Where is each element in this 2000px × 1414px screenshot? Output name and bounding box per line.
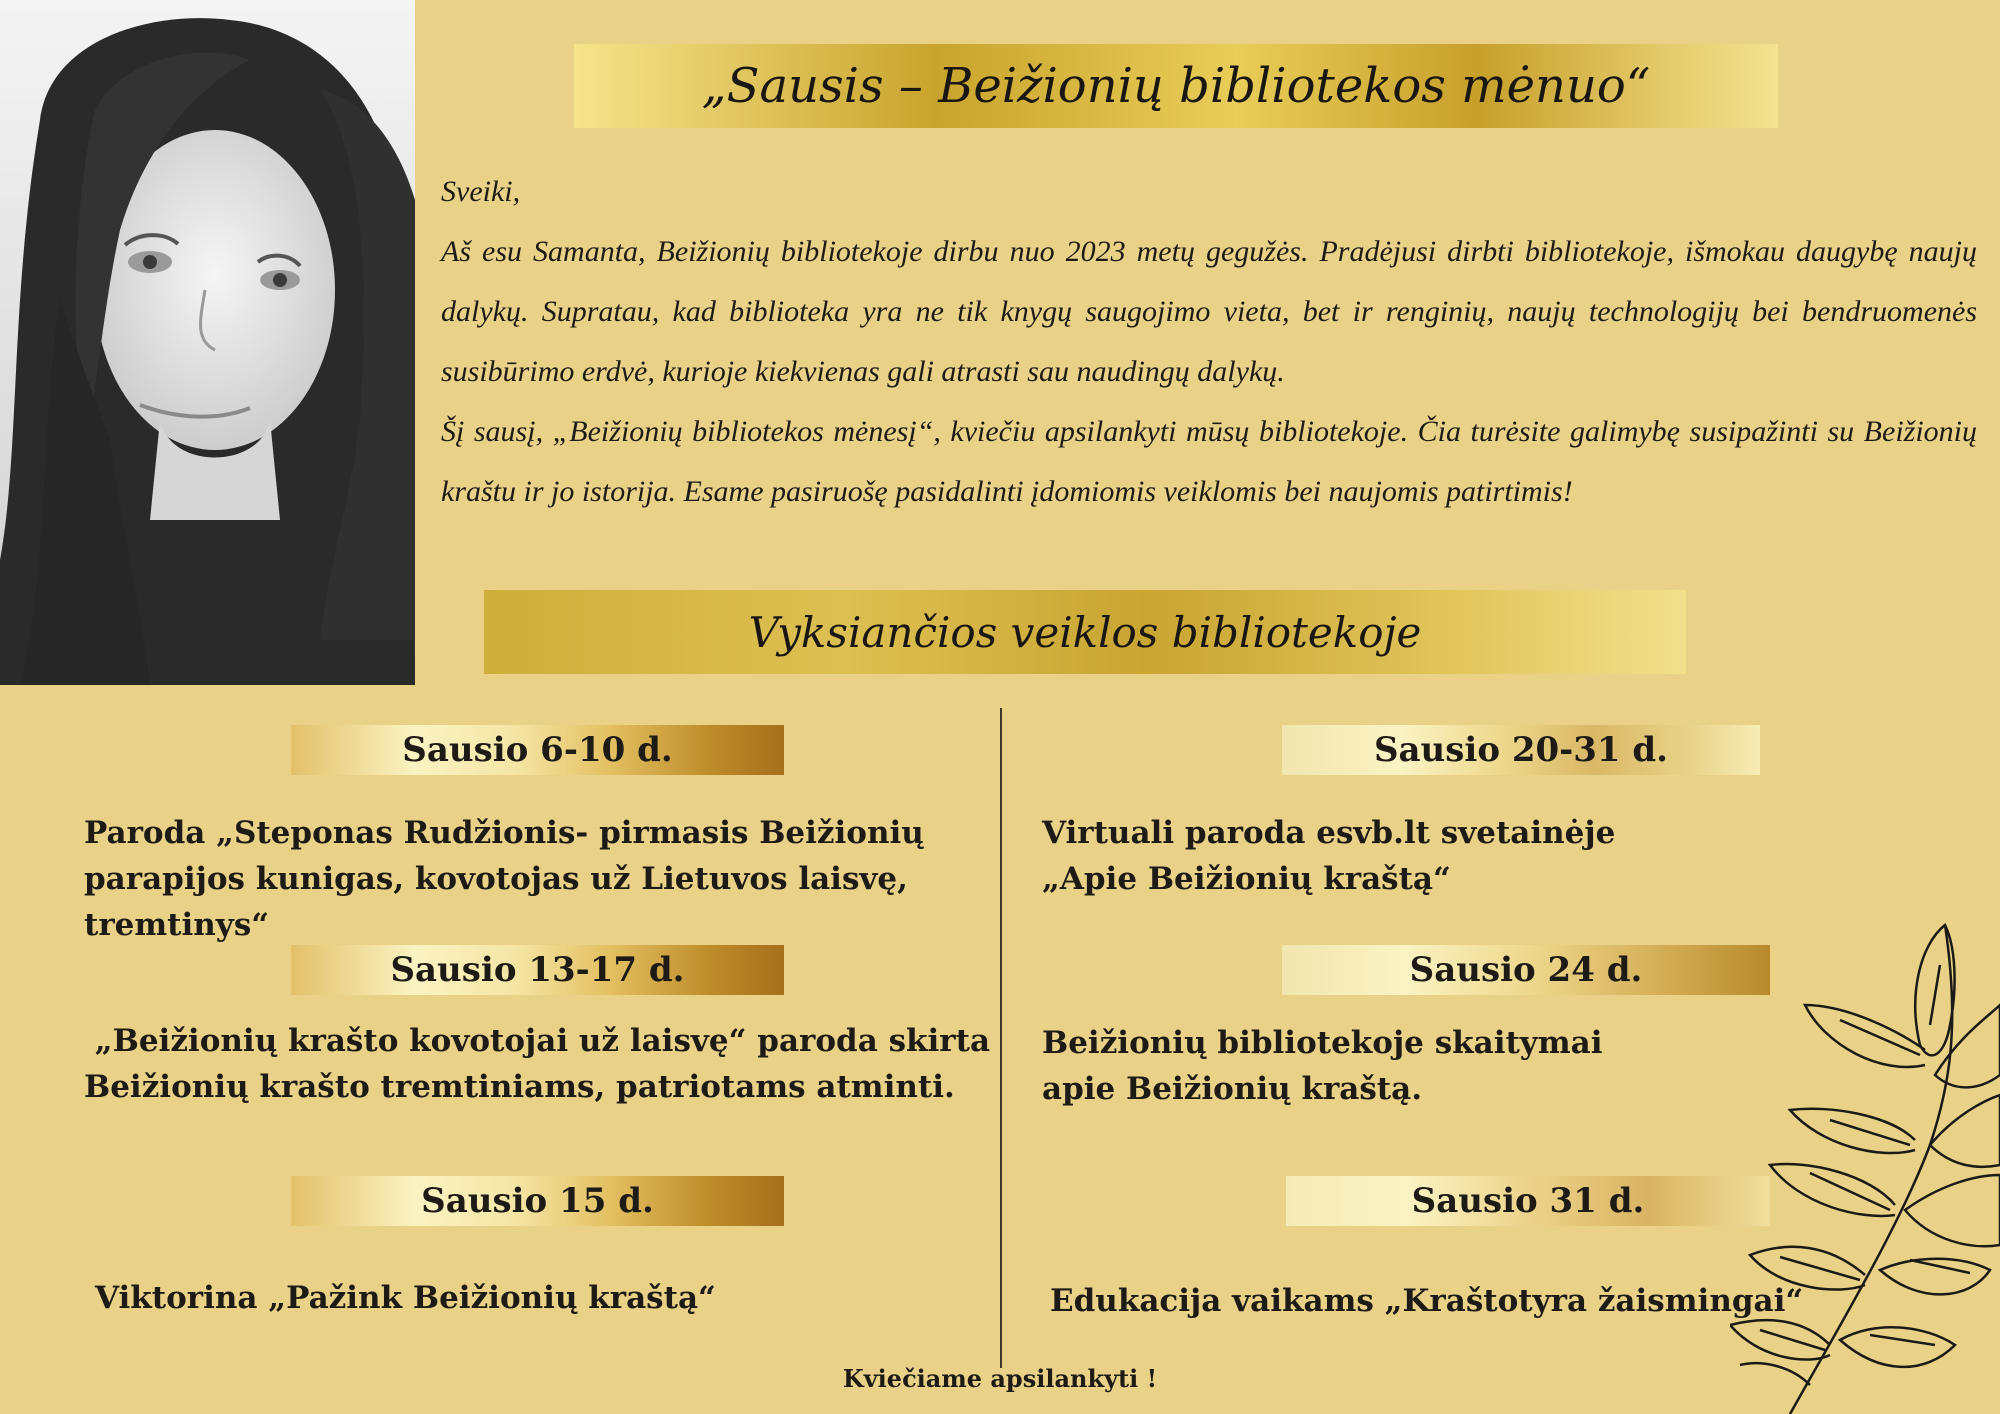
- event-date-bar: [291, 1176, 784, 1226]
- event-description: [1042, 1020, 1662, 1112]
- event-text: Beižionių bibliotekoje skaitymai apie Beižionių kraštą.: [1042, 1025, 1603, 1107]
- intro-text: [441, 162, 1977, 522]
- event-date: Sausio 20-31 d.: [1373, 730, 1669, 770]
- event-description: [1042, 810, 1662, 902]
- event-description: [95, 1275, 975, 1321]
- intro-paragraph-1: Aš esu Samanta, Beižionių bibliotekoje dirbu nuo 2023 metų gegužės. Pradėjusi dirbti bibliotekoje, išmokau daugybę naujų dalykų. Supratau, kad biblioteka yra ne tik knygų saugojimo vieta, bet ir renginių, naujų technologijų bei bendruomenės susibūrimo erdvė, kurioje kiekvienas gali atrasti sau naudingų dalykų.: [441, 235, 1977, 388]
- event-text: Paroda „Steponas Rudžionis- pirmasis Beižionių parapijos kunigas, kovotojas už Lietuvos laisvę, tremtinys“: [84, 815, 924, 943]
- event-date: Sausio 6-10 d.: [402, 730, 673, 770]
- activities-heading: Vyksiančios veiklos bibliotekoje: [748, 607, 1422, 657]
- event-text: Viktorina „Pažink Beižionių kraštą“: [95, 1280, 716, 1316]
- event-description: [84, 810, 984, 948]
- leaf-branch-icon: [1730, 905, 2000, 1414]
- event-date: Sausio 31 d.: [1411, 1181, 1645, 1221]
- event-date-bar: [1282, 945, 1770, 995]
- event-date: Sausio 13-17 d.: [390, 950, 685, 990]
- event-date-bar: [1286, 1176, 1770, 1226]
- portrait-photo: [0, 0, 415, 685]
- event-text: Edukacija vaikams „Kraštotyra žaismingai“: [1050, 1283, 1804, 1319]
- event-description: [1050, 1278, 1830, 1324]
- event-date: Sausio 15 d.: [421, 1181, 654, 1221]
- event-text: Virtuali paroda esvb.lt svetainėje „Apie Beižionių kraštą“: [1042, 815, 1616, 897]
- activities-heading-banner: [484, 590, 1686, 674]
- event-description: [84, 1018, 1001, 1110]
- footer-invite: [0, 1364, 2000, 1393]
- intro-greeting: Sveiki,: [441, 175, 521, 208]
- page-title: „Sausis – Beižionių bibliotekos mėnuo“: [701, 58, 1651, 114]
- event-date-bar: [291, 945, 784, 995]
- event-date-bar: [291, 725, 784, 775]
- page-title-banner: [574, 44, 1778, 128]
- footer-invite-text: Kviečiame apsilankyti !: [842, 1364, 1158, 1393]
- event-date-bar: [1282, 725, 1760, 775]
- intro-paragraph-2: Šį sausį, „Beižionių bibliotekos mėnesį“, kviečiu apsilankyti mūsų bibliotekoje. Čia turėsite galimybę susipažinti su Beižionių kraštu ir jo istorija. Esame pasiruošę pasidalinti įdomiomis veiklomis bei naujomis patirtimis!: [441, 415, 1977, 508]
- event-text: „Beižionių krašto kovotojai už laisvę“ paroda skirta Beižionių krašto tremtiniams, patriotams atminti.: [84, 1023, 1001, 1105]
- event-date: Sausio 24 d.: [1409, 950, 1643, 990]
- portrait-image: [0, 0, 415, 685]
